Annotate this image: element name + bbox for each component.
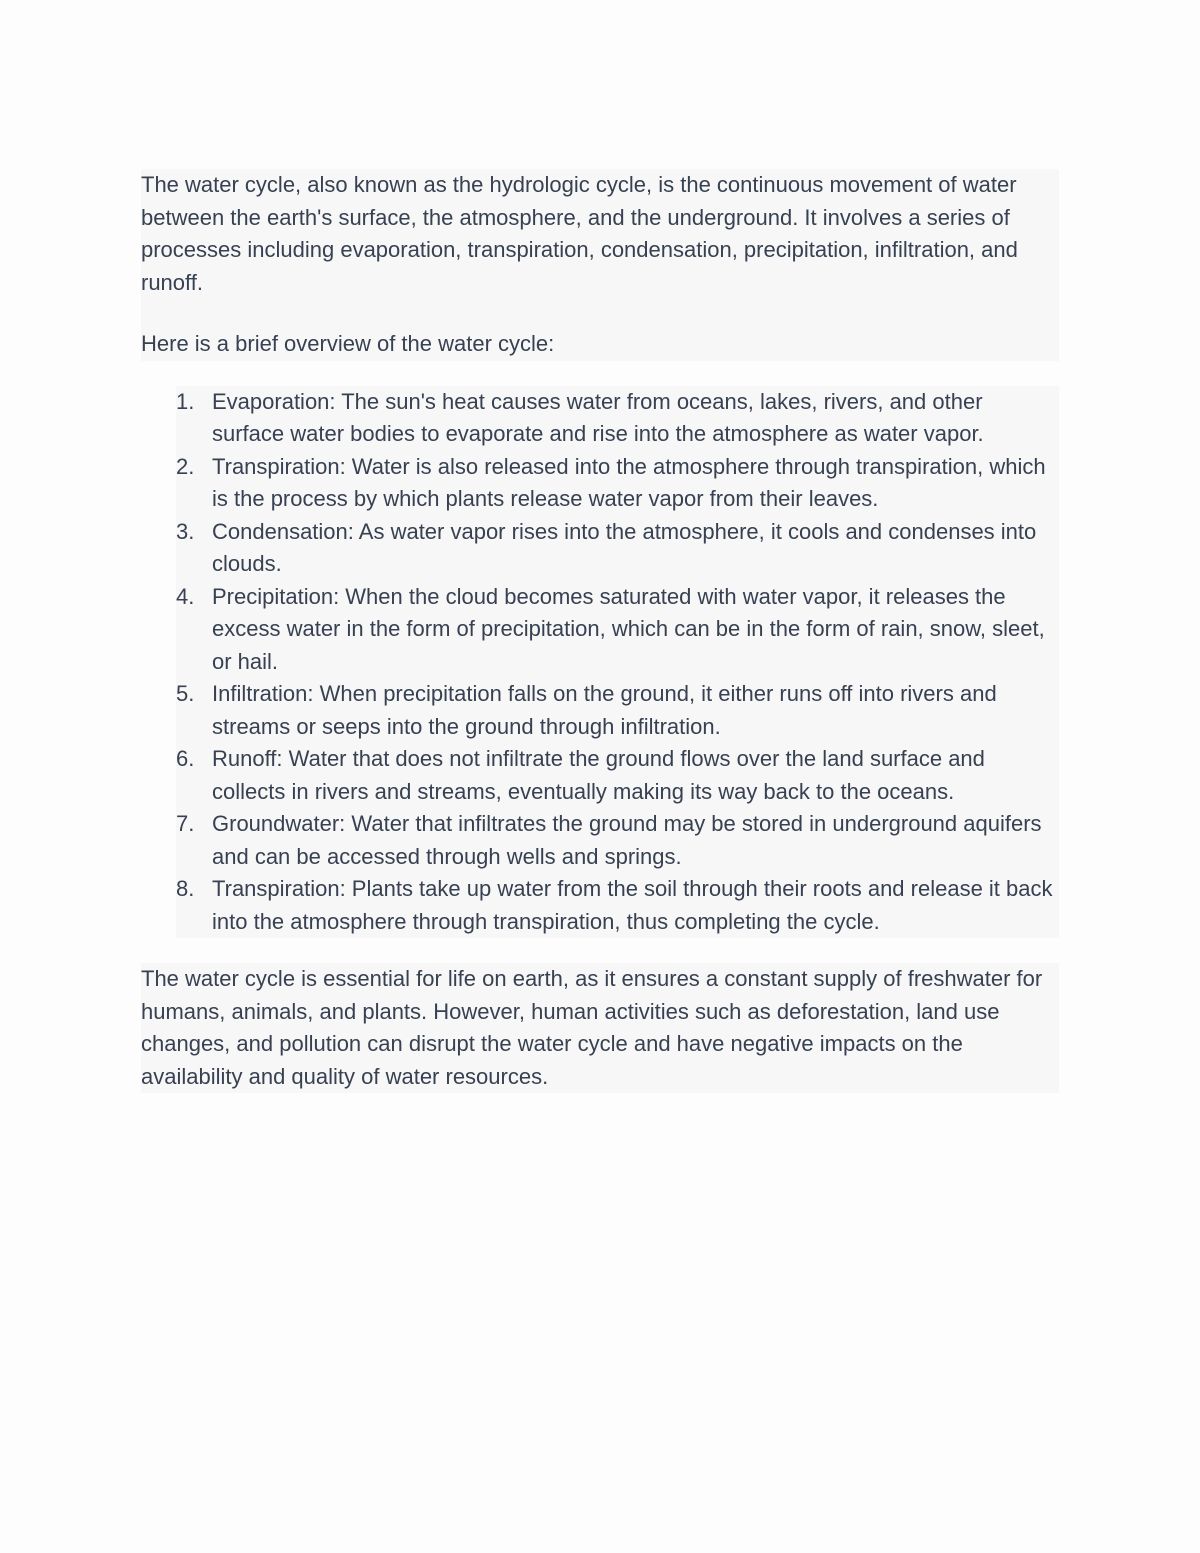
intro-paragraph: The water cycle, also known as the hydrologic cycle, is the continuous movement of water between the earth's surface, the atmosphere, and the underground. It involves a series of processes including evaporation, transpiration, condensation, precipitation, infiltration, and runoff. (141, 172, 1018, 295)
list-item (176, 873, 1059, 938)
list-item (176, 743, 1059, 808)
list-number: 6. (176, 746, 195, 771)
list-item (176, 678, 1059, 743)
steps-list (176, 386, 1059, 939)
list-item (176, 808, 1059, 873)
overview-lead: Here is a brief overview of the water cycle: (141, 331, 555, 356)
list-item-text: Transpiration: Water is also released into the atmosphere through transpiration, which is the process by which plants release water vapor from their leaves. (212, 453, 1046, 511)
list-number: 5. (176, 681, 195, 706)
list-item-text: Infiltration: When precipitation falls on the ground, it either runs off into rivers and streams or seeps into the ground through infiltration. (212, 681, 997, 739)
list-item (176, 451, 1059, 516)
list-number: 4. (176, 583, 195, 609)
document-page (141, 169, 1059, 1093)
list-item (176, 516, 1059, 581)
list-item-text: Runoff: Water that does not infiltrate the ground flows over the land surface and collects in rivers and streams, eventually making its way back to the oceans. (212, 746, 985, 804)
list-item-text: Transpiration: Plants take up water from the soil through their roots and release it back into the atmosphere through transpiration, thus completing the cycle. (212, 876, 1053, 934)
list-item-text: Precipitation: When the cloud becomes saturated with water vapor, it releases the excess water in the form of precipitation, which can be in the form of rain, snow, sleet, or hail. (212, 583, 1045, 674)
list-number: 7. (176, 811, 195, 836)
list-number: 1. (176, 388, 195, 414)
conclusion-block (141, 963, 1059, 1093)
list-item (176, 581, 1059, 679)
list-item-text: Condensation: As water vapor rises into the atmosphere, it cools and condenses into clouds. (212, 518, 1037, 576)
list-item-text: Evaporation: The sun's heat causes water from oceans, lakes, rivers, and other surface water bodies to evaporate and rise into the atmosphere as water vapor. (212, 388, 984, 446)
list-number: 3. (176, 518, 195, 544)
list-number: 2. (176, 453, 195, 479)
steps-block (176, 386, 1059, 939)
conclusion-paragraph: The water cycle is essential for life on earth, as it ensures a constant supply of freshwater for humans, animals, and plants. However, human activities such as deforestation, land use changes, and pollution can disrupt the water cycle and have negative impacts on the availability and quality of water resources. (141, 966, 1043, 1089)
list-item-text: Groundwater: Water that infiltrates the ground may be stored in underground aquifers and can be accessed through wells and springs. (212, 811, 1042, 869)
list-number: 8. (176, 876, 195, 901)
intro-block (141, 169, 1059, 361)
paragraph-spacer (141, 299, 1059, 328)
list-item (176, 386, 1059, 451)
